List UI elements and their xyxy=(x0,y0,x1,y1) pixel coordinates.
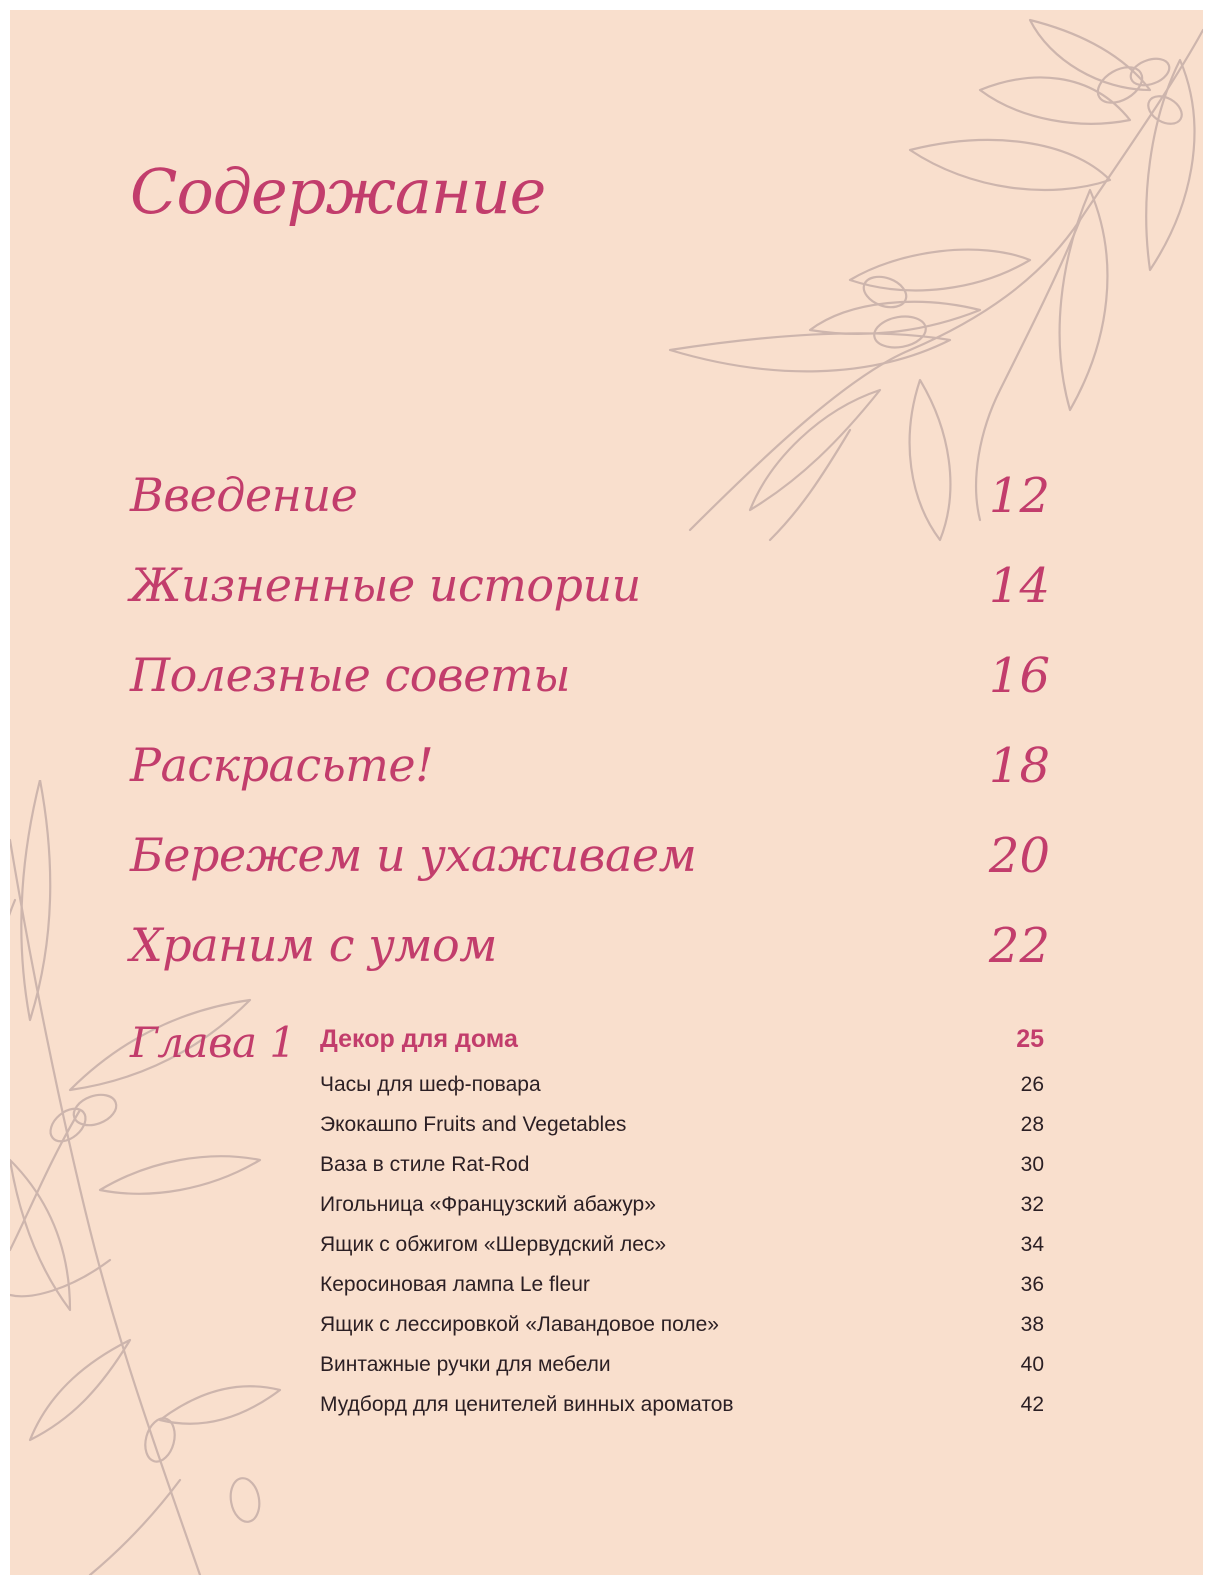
toc-entry-page: 22 xyxy=(988,918,1050,974)
chapter-item-page: 40 xyxy=(1020,1353,1044,1376)
chapter-item-label: Ящик с обжигом «Шервудский лес» xyxy=(320,1233,667,1256)
toc-entry-label: Бережем и ухаживаем xyxy=(130,828,697,882)
chapter-item-label: Мудборд для ценителей винных ароматов xyxy=(320,1393,734,1416)
toc-entry[interactable] xyxy=(130,738,1050,808)
toc-entry-page: 16 xyxy=(988,648,1050,704)
chapter-item-label: Керосиновая лампа Le fleur xyxy=(320,1273,590,1296)
chapter-item[interactable] xyxy=(320,1113,1044,1145)
toc-entry[interactable] xyxy=(130,558,1050,628)
chapter-item-label: Экокашпо Fruits and Vegetables xyxy=(320,1113,627,1136)
page-title: Содержание xyxy=(130,155,546,228)
chapter-item-page: 28 xyxy=(1020,1113,1044,1136)
chapter-item[interactable] xyxy=(320,1313,1044,1345)
chapter-item-page: 30 xyxy=(1020,1153,1044,1176)
toc-entry[interactable] xyxy=(130,918,1050,988)
chapter-item[interactable] xyxy=(320,1353,1044,1385)
toc-entry-page: 12 xyxy=(988,468,1050,524)
chapter-item[interactable] xyxy=(320,1393,1044,1425)
chapter-item[interactable] xyxy=(320,1193,1044,1225)
toc-entry-label: Жизненные истории xyxy=(130,558,641,612)
toc-entry[interactable] xyxy=(130,648,1050,718)
chapter-item-label: Ящик с лессировкой «Лавандовое поле» xyxy=(320,1313,719,1336)
chapter-item[interactable] xyxy=(320,1233,1044,1265)
toc-page xyxy=(10,10,1203,1575)
toc-entry-page: 14 xyxy=(988,558,1050,614)
chapter-page: 25 xyxy=(1016,1025,1044,1053)
chapter-item-label: Игольница «Французский абажур» xyxy=(320,1193,656,1216)
chapter-item-label: Часы для шеф-повара xyxy=(320,1073,541,1096)
chapter-item-page: 36 xyxy=(1020,1273,1044,1296)
chapter-label: Глава 1 xyxy=(130,1018,296,1067)
chapter-item-page: 42 xyxy=(1020,1393,1044,1416)
chapter-item-page: 34 xyxy=(1020,1233,1044,1256)
chapter-item-label: Ваза в стиле Rat-Rod xyxy=(320,1153,530,1176)
chapter-title-entry[interactable] xyxy=(320,1025,1044,1061)
toc-entry-page: 20 xyxy=(988,828,1050,884)
toc-entry-label: Введение xyxy=(130,468,358,522)
toc-entry-label: Полезные советы xyxy=(130,648,571,702)
chapter-item-page: 26 xyxy=(1020,1073,1044,1096)
chapter-item-page: 32 xyxy=(1020,1193,1044,1216)
olive-branch-bottom-illustration xyxy=(10,780,310,1575)
chapter-item[interactable] xyxy=(320,1073,1044,1105)
toc-entry-page: 18 xyxy=(988,738,1050,794)
toc-entry[interactable] xyxy=(130,468,1050,538)
toc-entry[interactable] xyxy=(130,828,1050,898)
chapter-item-page: 38 xyxy=(1020,1313,1044,1336)
toc-entry-label: Раскрасьте! xyxy=(130,738,434,792)
chapter-item-label: Винтажные ручки для мебели xyxy=(320,1353,611,1376)
chapter-item[interactable] xyxy=(320,1153,1044,1185)
toc-entry-label: Храним с умом xyxy=(130,918,497,972)
chapter-item[interactable] xyxy=(320,1273,1044,1305)
chapter-title: Декор для дома xyxy=(320,1025,518,1053)
